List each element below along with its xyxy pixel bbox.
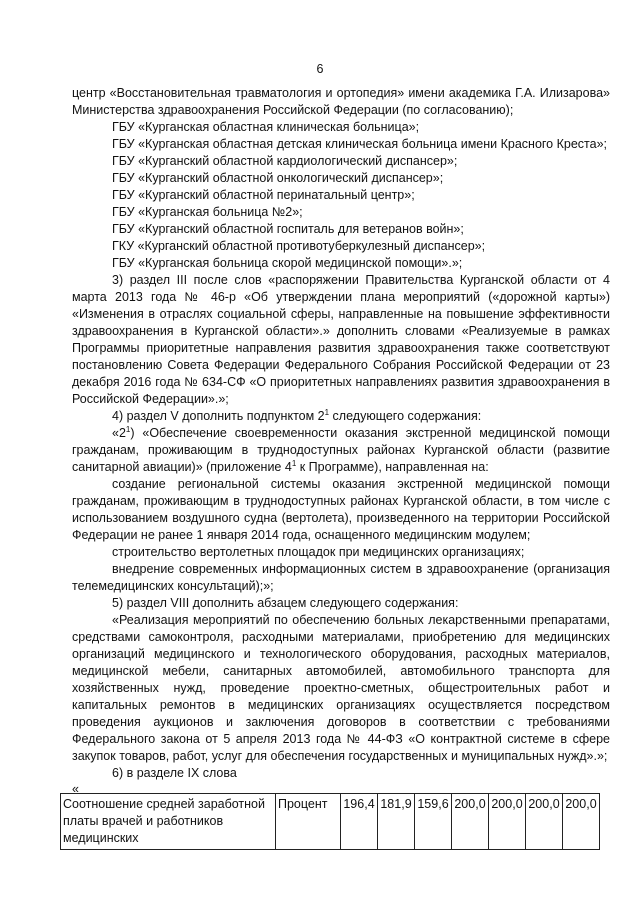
- paragraph-17: «Реализация мероприятий по обеспечению больных лекарственными препаратами, средствами самоконтроля, расходными материалами, приобретению для медицинских организаций медицинского и технологического оборудования, расходных материалов, медицинской мебели, санитарных автомобилей, автомобильного транспорта для хозяйственных нужд, проведение проектно-сметных, общестроительных работ и капитальных ремонтов в медицинских организациях осуществляется посредством проведения аукционов и заключения договоров в соответствии с требованиями Федерального закона от 5 апреля 2013 года № 44-ФЗ «О контрактной системе в сфере закупок товаров, работ, услуг для обеспечения государственных и муниципальных нужд».»;: [72, 613, 610, 763]
- paragraph-12-text-after: ) «Обеспечение своевременности оказания экстренной медицинской помощи гражданам, проживающим в труднодоступных районах Курганской области (развитие санитарной авиации)» (приложение 4: [72, 426, 610, 474]
- indicator-name: Соотношение средней заработной платы врачей и работников медицинских: [61, 794, 276, 850]
- paragraph-16: 5) раздел VIII дополнить абзацем следующего содержания:: [112, 596, 459, 610]
- indicator-table: [60, 793, 600, 850]
- paragraph-7: ГБУ «Курганский областной госпиталь для ветеранов войн»;: [112, 222, 464, 236]
- paragraph-13: создание региональной системы оказания экстренной медицинской помощи гражданам, проживающим в труднодоступных районах Курганской области, в том числе с использованием воздушного судна (вертолета), произведенного на территории Российской Федерации не ранее 1 января 2014 года, оснащенного медицинским модулем;: [72, 477, 610, 542]
- superscript: 1: [125, 424, 131, 434]
- paragraph-10: 3) раздел III после слов «распоряжении Правительства Курганской области от 4 марта 2013 года № 46-р «Об утверждении плана мероприятий («дорожной карты») «Изменения в отраслях социальной сферы, направленные на повышение эффективности здравоохранения в Курганской области».» дополнить словами «Реализуемые в рамках Программы приоритетные направления развития здравоохранения также соответствуют постановлению Совета Федерации Федерального Собрания Российской Федерации от 23 декабря 2016 года № 634-СФ «О приоритетных направлениях развития здравоохранения в Российской Федерации».»;: [72, 273, 610, 406]
- indicator-value: 200,0: [452, 794, 489, 850]
- paragraph-9: ГБУ «Курганская больница скорой медицинской помощи».»;: [112, 256, 463, 270]
- paragraph-1: ГБУ «Курганская областная клиническая больница»;: [112, 120, 420, 134]
- paragraph-12-text-after2: к Программе), направленная на:: [296, 460, 489, 474]
- superscript: 1: [291, 458, 297, 468]
- indicator-value: 200,0: [489, 794, 526, 850]
- indicator-value: 200,0: [526, 794, 563, 850]
- indicator-value: 181,9: [378, 794, 415, 850]
- opening-quote: «: [72, 782, 79, 796]
- table-row: [61, 794, 600, 850]
- indicator-unit: Процент: [276, 794, 341, 850]
- paragraph-4: ГБУ «Курганский областной онкологический диспансер»;: [112, 171, 444, 185]
- superscript: 1: [324, 407, 330, 417]
- paragraph-11: [72, 408, 610, 425]
- paragraph-15: внедрение современных информационных систем в здравоохранение (организация телемедицинских консультаций);»;: [72, 562, 610, 593]
- paragraph-11-text: 4) раздел V дополнить подпунктом 2: [112, 409, 325, 423]
- paragraph-2: ГБУ «Курганская областная детская клиническая больница имени Красного Креста»;: [112, 137, 608, 151]
- page-number: 6: [316, 62, 324, 76]
- paragraph-11-text-after: следующего содержания:: [329, 409, 482, 423]
- paragraph-8: ГКУ «Курганский областной противотуберкулезный диспансер»;: [112, 239, 486, 253]
- paragraph-12: [72, 425, 610, 476]
- paragraph-14: строительство вертолетных площадок при медицинских организациях;: [112, 545, 525, 559]
- indicator-value: 200,0: [563, 794, 600, 850]
- paragraph-3: ГБУ «Курганский областной кардиологический диспансер»;: [112, 154, 458, 168]
- paragraph-5: ГБУ «Курганский областной перинатальный центр»;: [112, 188, 415, 202]
- paragraph-0: центр «Восстановительная травматология и ортопедия» имени академика Г.А. Илизарова» Министерства здравоохранения Российской Федерации (по согласованию);: [72, 86, 610, 117]
- paragraph-18: 6) в разделе IX слова: [112, 766, 237, 780]
- indicator-value: 196,4: [341, 794, 378, 850]
- indicator-value: 159,6: [415, 794, 452, 850]
- paragraph-12-text: «2: [112, 426, 126, 440]
- paragraph-6: ГБУ «Курганская больница №2»;: [112, 205, 303, 219]
- document-body: [72, 85, 610, 782]
